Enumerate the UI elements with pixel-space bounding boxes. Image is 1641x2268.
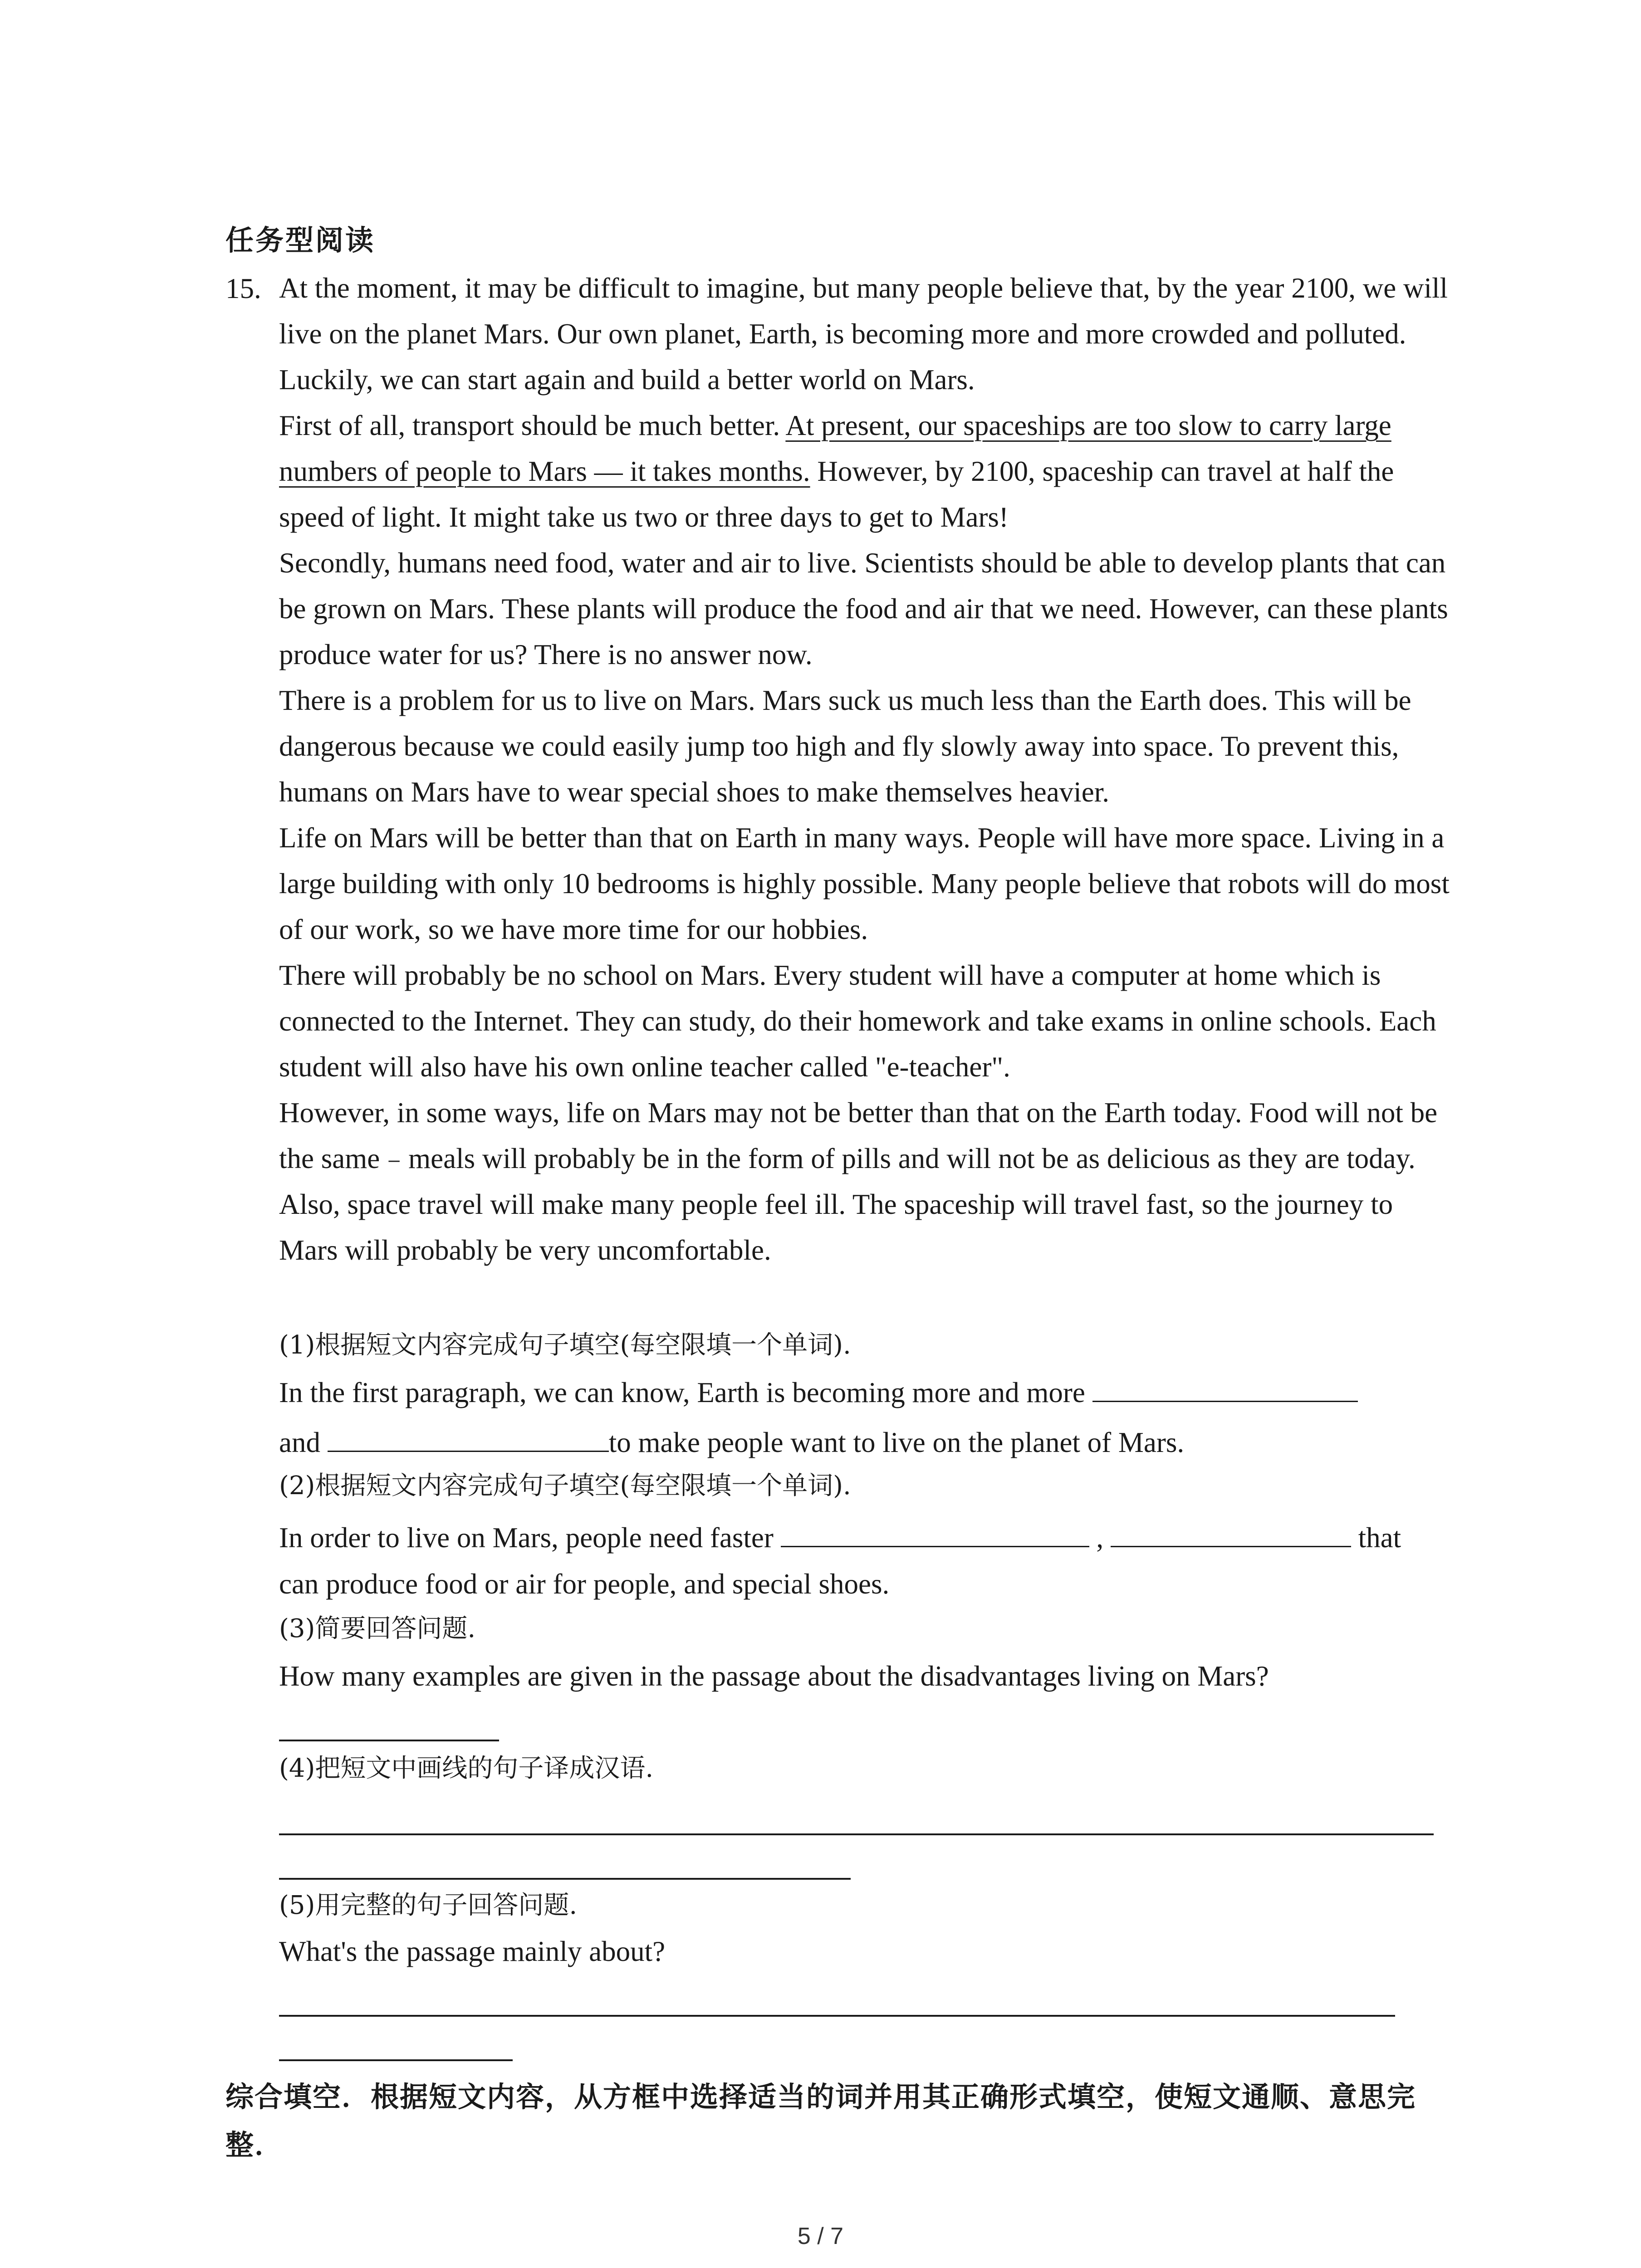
q4-answer-line-1[interactable] — [279, 1833, 1434, 1835]
q1-blank-1[interactable] — [1092, 1373, 1358, 1402]
q1-blank-2[interactable] — [328, 1422, 609, 1452]
q5-instruction: (5)用完整的句子回答问题. — [279, 1891, 578, 1920]
paragraph-text: There is a problem for us to live on Mars. Mars suck us much less than the Earth does. This will be dangerous because we could easily jump too high and fly slowly away into space. To prevent this, humans on Mars have to wear special shoes to make themselves heavier. — [279, 684, 1411, 808]
passage-paragraph-2 — [279, 403, 1450, 540]
section-title: 任务型阅读 — [225, 224, 376, 257]
paragraph-text: At the moment, it may be difficult to imagine, but many people believe that, by the year 2100, we will live on the planet Mars. Our own planet, Earth, is becoming more and more crowded and polluted. Luckily, we can start again and build a better world on Mars. — [279, 272, 1448, 396]
q2-instruction: (2)根据短文内容完成句子填空(每空限填一个单词). — [279, 1471, 851, 1501]
paragraph-text: There will probably be no school on Mars. Every student will have a computer at home which is connected to the Internet. They can study, do their homework and take exams in online schools. Each student will also have his own online teacher called "e-teacher". — [279, 959, 1436, 1083]
paragraph-text: Secondly, humans need food, water and air to live. Scientists should be able to develop plants that can be grown on Mars. These plants will produce the food and air that we need. However, can these plants produce water for us? There is no answer now. — [279, 547, 1448, 670]
q2-text: In order to live on Mars, people need faster — [279, 1522, 781, 1554]
passage-paragraph-6 — [279, 953, 1450, 1090]
q1-text: and — [279, 1427, 328, 1458]
q4-answer-line-2[interactable] — [279, 1878, 851, 1880]
passage-paragraph-7 — [279, 1090, 1450, 1273]
q3-answer-line[interactable] — [279, 1740, 499, 1741]
question-number: 15. — [225, 273, 261, 304]
paragraph-text: However, by 2100, spaceship can travel at half the speed of light. It might take us two or three days to get to Mars! — [279, 455, 1394, 533]
q5-answer-line-1[interactable] — [279, 2015, 1395, 2017]
q1-sentence-line1 — [279, 1370, 1450, 1416]
q4-instruction: (4)把短文中画线的句子译成汉语. — [279, 1754, 654, 1783]
q2-text: that — [1351, 1522, 1401, 1554]
q2-blank-2[interactable] — [1111, 1518, 1351, 1547]
q3-instruction: (3)简要回答问题. — [279, 1614, 476, 1643]
q2-text: , — [1089, 1522, 1111, 1554]
paragraph-text: First of all, transport should be much better. — [279, 410, 786, 441]
paragraph-text: However, in some ways, life on Mars may not be better than that on the Earth today. Food will not be the same﹣meals will probably be in the form of pills and will not be as delicious as they are today. Also, space travel will make many people feel ill. The spaceship will travel fast, so the journey to Mars will probably be very uncomfortable. — [279, 1097, 1438, 1266]
passage-paragraph-4 — [279, 678, 1450, 815]
passage-paragraph-3 — [279, 540, 1450, 678]
paragraph-text: Life on Mars will be better than that on Earth in many ways. People will have more space. Living in a large building with only 10 bedrooms is highly possible. Many people believe that robots will do most of our work, so we have more time for our hobbies. — [279, 822, 1450, 945]
passage-paragraph-1 — [279, 265, 1450, 403]
q1-instruction: (1)根据短文内容完成句子填空(每空限填一个单词). — [279, 1330, 851, 1360]
next-section-title: 综合填空．根据短文内容，从方框中选择适当的词并用其正确形式填空，使短文通顺、意思完整． — [225, 2080, 1416, 2161]
q2-sentence-line1 — [279, 1515, 1450, 1561]
page-number: 5 / 7 — [797, 2223, 844, 2249]
q1-text: In the first paragraph, we can know, Earth is becoming more and more — [279, 1377, 1092, 1408]
q5-question: What's the passage mainly about? — [279, 1936, 666, 1967]
underlined-sentence: At present, our spaceships are too slow to carry large numbers of people to Mars — it takes months. — [279, 410, 1391, 487]
q5-answer-line-2[interactable] — [279, 2059, 513, 2061]
q2-text-line2: can produce food or air for people, and special shoes. — [279, 1568, 890, 1600]
q1-text: to make people want to live on the planet of Mars. — [608, 1427, 1185, 1458]
q1-sentence-line2 — [279, 1420, 1450, 1466]
q2-blank-1[interactable] — [781, 1518, 1089, 1547]
q3-question: How many examples are given in the passage about the disadvantages living on Mars? — [279, 1660, 1269, 1692]
passage-paragraph-5 — [279, 815, 1450, 953]
